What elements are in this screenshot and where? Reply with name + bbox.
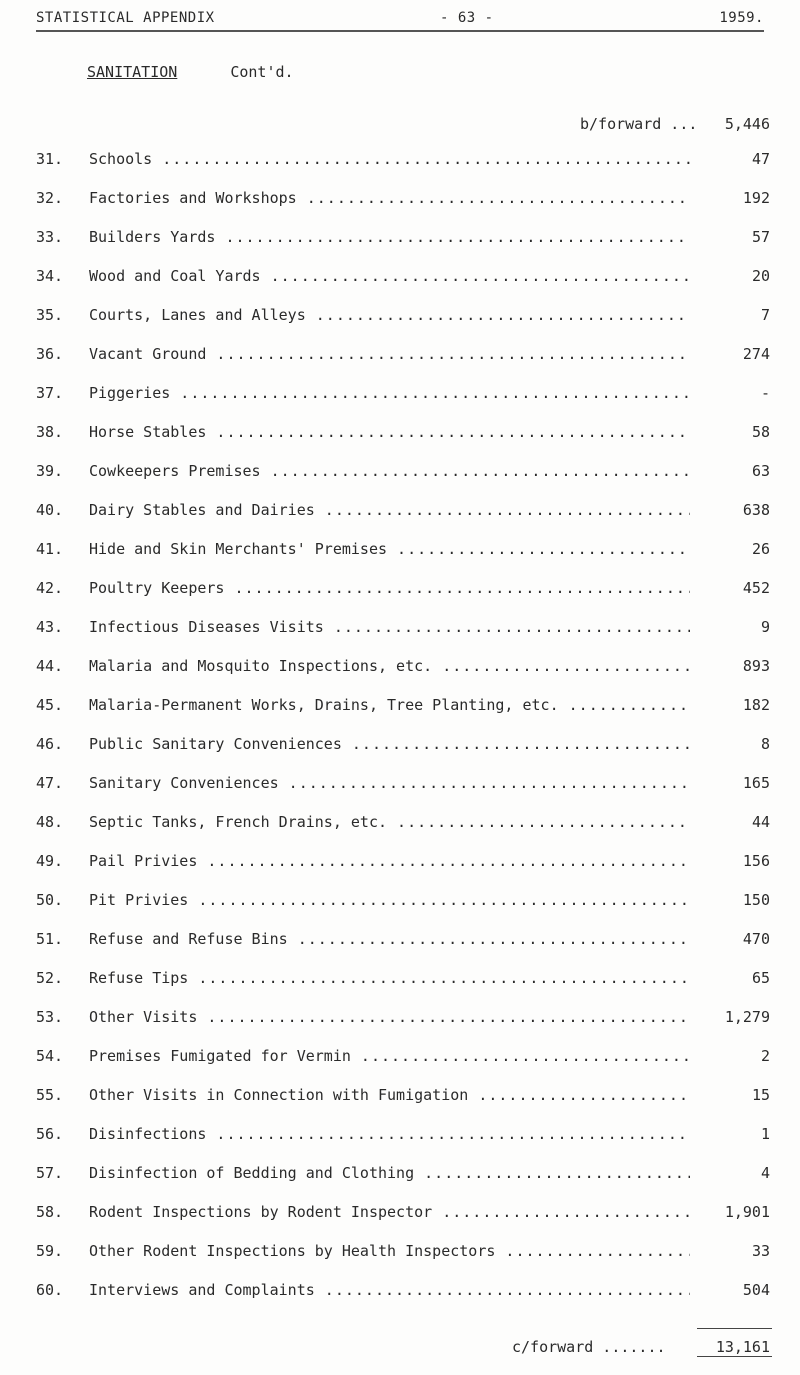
table-row bbox=[36, 306, 770, 345]
carried-forward-label: c/forward ....... bbox=[512, 1338, 666, 1356]
row-label: Other Visits ..... bbox=[89, 1008, 690, 1026]
row-number: 52. bbox=[36, 969, 64, 987]
row-value: 156 bbox=[742, 852, 770, 870]
row-label: Cowkeepers Premises ..... bbox=[89, 462, 690, 480]
row-number: 44. bbox=[36, 657, 64, 675]
row-label: Interviews and Complaints ..... bbox=[89, 1281, 690, 1299]
row-number: 56. bbox=[36, 1125, 64, 1143]
row-number: 32. bbox=[36, 189, 64, 207]
table-row bbox=[36, 1008, 770, 1047]
row-number: 58. bbox=[36, 1203, 64, 1221]
row-value: 20 bbox=[751, 267, 770, 285]
row-number: 48. bbox=[36, 813, 64, 831]
row-label: Public Sanitary Conveniences ..... bbox=[89, 735, 690, 753]
row-value: 33 bbox=[751, 1242, 770, 1260]
row-number: 45. bbox=[36, 696, 64, 714]
table-row bbox=[36, 1125, 770, 1164]
row-number: 55. bbox=[36, 1086, 64, 1104]
year: 1959. bbox=[719, 10, 764, 26]
total-underline bbox=[697, 1356, 772, 1357]
row-number: 59. bbox=[36, 1242, 64, 1260]
table-row bbox=[36, 1164, 770, 1203]
carried-forward-value: 13,161 bbox=[715, 1338, 770, 1356]
row-value: 274 bbox=[742, 345, 770, 363]
row-label: Refuse Tips ..... bbox=[89, 969, 690, 987]
row-number: 43. bbox=[36, 618, 64, 636]
row-value: 2 bbox=[760, 1047, 770, 1065]
row-number: 36. bbox=[36, 345, 64, 363]
table-row bbox=[36, 579, 770, 618]
row-label: Horse Stables ..... bbox=[89, 423, 690, 441]
row-label: Other Rodent Inspections by Health Inspectors ..... bbox=[89, 1242, 690, 1260]
row-label: Disinfection of Bedding and Clothing ..... bbox=[89, 1164, 690, 1182]
row-value: 57 bbox=[751, 228, 770, 246]
table-row bbox=[36, 891, 770, 930]
row-number: 57. bbox=[36, 1164, 64, 1182]
row-value: 1,901 bbox=[724, 1203, 770, 1221]
table-row bbox=[36, 813, 770, 852]
row-label: Courts, Lanes and Alleys ..... bbox=[89, 306, 690, 324]
row-value: 8 bbox=[760, 735, 770, 753]
row-label: Malaria-Permanent Works, Drains, Tree Planting, etc. ..... bbox=[89, 696, 690, 714]
section-title: SANITATION bbox=[87, 63, 178, 81]
row-label: Poultry Keepers ..... bbox=[89, 579, 690, 597]
section-heading bbox=[87, 63, 294, 81]
row-value: 165 bbox=[742, 774, 770, 792]
row-label: Disinfections ..... bbox=[89, 1125, 690, 1143]
row-value: 15 bbox=[751, 1086, 770, 1104]
row-label: Rodent Inspections by Rodent Inspector ..... bbox=[89, 1203, 690, 1221]
row-label: Refuse and Refuse Bins ..... bbox=[89, 930, 690, 948]
row-value: 63 bbox=[751, 462, 770, 480]
row-label: Piggeries ..... bbox=[89, 384, 690, 402]
row-value: 1,279 bbox=[724, 1008, 770, 1026]
row-value: 182 bbox=[742, 696, 770, 714]
row-label: Pail Privies ..... bbox=[89, 852, 690, 870]
row-number: 53. bbox=[36, 1008, 64, 1026]
table-row bbox=[36, 345, 770, 384]
table-row bbox=[36, 657, 770, 696]
section-subtitle: Cont'd. bbox=[230, 63, 294, 81]
row-number: 37. bbox=[36, 384, 64, 402]
row-value: 192 bbox=[742, 189, 770, 207]
row-number: 54. bbox=[36, 1047, 64, 1065]
total-rule bbox=[697, 1328, 772, 1329]
row-value: 44 bbox=[751, 813, 770, 831]
row-number: 49. bbox=[36, 852, 64, 870]
table-row bbox=[36, 618, 770, 657]
row-number: 42. bbox=[36, 579, 64, 597]
table-row bbox=[36, 735, 770, 774]
row-value: 150 bbox=[742, 891, 770, 909]
table-row bbox=[36, 501, 770, 540]
row-number: 34. bbox=[36, 267, 64, 285]
row-number: 40. bbox=[36, 501, 64, 519]
row-label: Malaria and Mosquito Inspections, etc. ..... bbox=[89, 657, 690, 675]
header-rule bbox=[36, 30, 764, 32]
table-row bbox=[36, 1203, 770, 1242]
row-number: 31. bbox=[36, 150, 64, 168]
row-value: 7 bbox=[760, 306, 770, 324]
table-row bbox=[36, 930, 770, 969]
table-row bbox=[36, 462, 770, 501]
row-label: Vacant Ground ..... bbox=[89, 345, 690, 363]
row-number: 38. bbox=[36, 423, 64, 441]
table-row bbox=[36, 774, 770, 813]
table-row bbox=[36, 1281, 770, 1320]
table-row bbox=[36, 540, 770, 579]
row-number: 51. bbox=[36, 930, 64, 948]
row-label: Builders Yards ..... bbox=[89, 228, 690, 246]
row-label: Hide and Skin Merchants' Premises ..... bbox=[89, 540, 690, 558]
table-row bbox=[36, 1047, 770, 1086]
row-value: 504 bbox=[742, 1281, 770, 1299]
row-label: Dairy Stables and Dairies ..... bbox=[89, 501, 690, 519]
row-label: Schools ..... bbox=[89, 150, 690, 168]
table-row bbox=[36, 1086, 770, 1125]
table-row bbox=[36, 228, 770, 267]
table-row bbox=[36, 267, 770, 306]
row-label: Infectious Diseases Visits ..... bbox=[89, 618, 690, 636]
row-label: Wood and Coal Yards ..... bbox=[89, 267, 690, 285]
row-value: 4 bbox=[760, 1164, 770, 1182]
row-value: 452 bbox=[742, 579, 770, 597]
table-row bbox=[36, 150, 770, 189]
row-value: 58 bbox=[751, 423, 770, 441]
row-label: Other Visits in Connection with Fumigation ..... bbox=[89, 1086, 690, 1104]
row-value: 638 bbox=[742, 501, 770, 519]
row-value: 65 bbox=[751, 969, 770, 987]
brought-forward-label: b/forward ... bbox=[580, 115, 698, 133]
table-row bbox=[36, 189, 770, 228]
table-row bbox=[36, 969, 770, 1008]
row-value: 1 bbox=[760, 1125, 770, 1143]
page-number: - 63 - bbox=[440, 10, 494, 26]
row-value: - bbox=[760, 384, 770, 402]
row-number: 50. bbox=[36, 891, 64, 909]
table-row bbox=[36, 852, 770, 891]
brought-forward-value: 5,446 bbox=[724, 115, 770, 133]
table-row bbox=[36, 1242, 770, 1281]
page-header bbox=[36, 10, 764, 32]
row-value: 470 bbox=[742, 930, 770, 948]
table-row bbox=[36, 423, 770, 462]
row-number: 33. bbox=[36, 228, 64, 246]
table-row bbox=[36, 696, 770, 735]
row-value: 9 bbox=[760, 618, 770, 636]
table-row bbox=[36, 384, 770, 423]
row-number: 47. bbox=[36, 774, 64, 792]
row-label: Factories and Workshops ..... bbox=[89, 189, 690, 207]
row-number: 39. bbox=[36, 462, 64, 480]
row-number: 41. bbox=[36, 540, 64, 558]
row-value: 47 bbox=[751, 150, 770, 168]
sanitation-table bbox=[36, 150, 770, 1320]
appendix-title: STATISTICAL APPENDIX bbox=[36, 10, 215, 26]
row-value: 893 bbox=[742, 657, 770, 675]
row-label: Sanitary Conveniences ..... bbox=[89, 774, 690, 792]
row-label: Septic Tanks, French Drains, etc. ..... bbox=[89, 813, 690, 831]
row-number: 60. bbox=[36, 1281, 64, 1299]
row-value: 26 bbox=[751, 540, 770, 558]
row-label: Pit Privies ..... bbox=[89, 891, 690, 909]
row-number: 46. bbox=[36, 735, 64, 753]
row-number: 35. bbox=[36, 306, 64, 324]
row-label: Premises Fumigated for Vermin ..... bbox=[89, 1047, 690, 1065]
